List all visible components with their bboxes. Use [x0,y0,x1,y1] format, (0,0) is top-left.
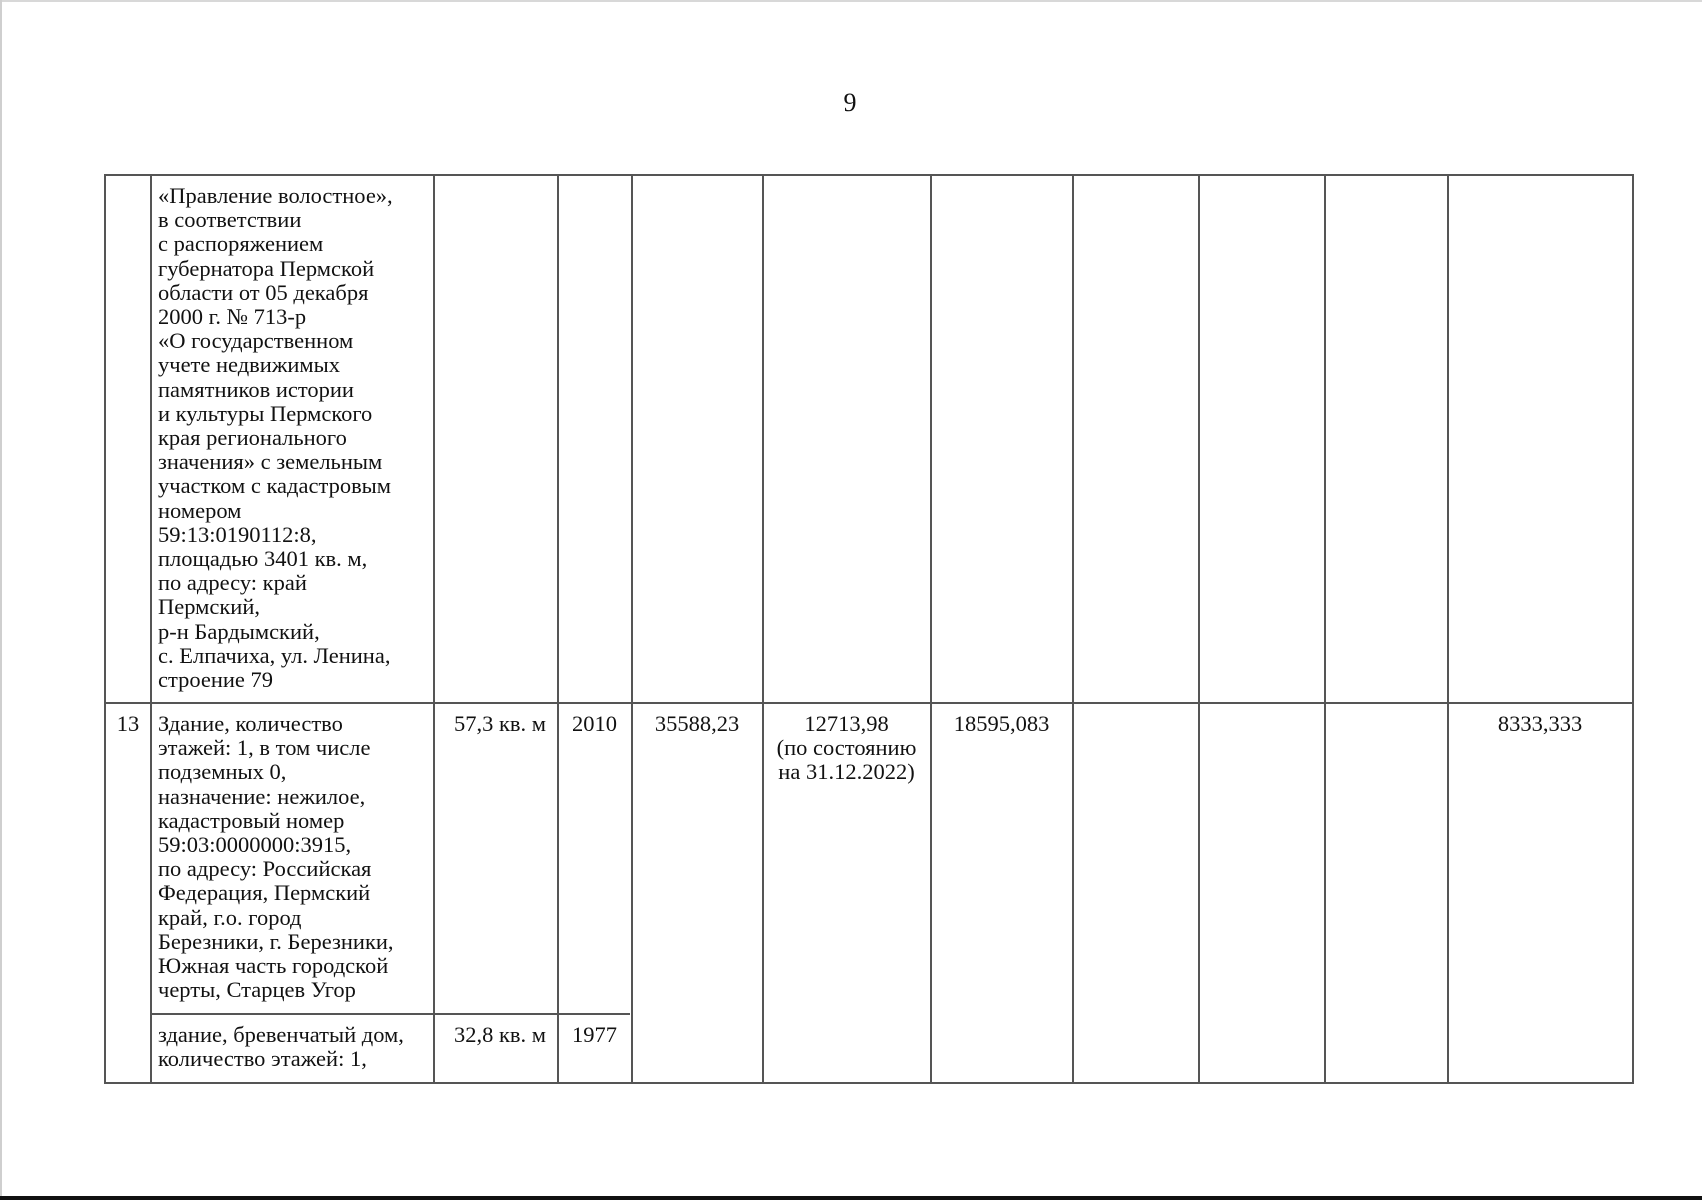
row-divider [104,702,1634,704]
object-description: Здание, количество этажей: 1, в том числе подземных 0, назначение: нежилое, кадастровый номер 59:03:0000000:3915, по адресу: Российская Федерация, Пермский край, г.о. город Березники, г. Березники, Южная часть городской черты, Старцев Угор [158,711,394,1003]
column-border [557,174,559,1083]
page-number: 9 [843,88,857,117]
column-border [631,174,633,1083]
column-border [1324,174,1326,1083]
sub-object-area: 32,8 кв. м [453,1022,546,1047]
value-cell: 12713,98 (по состоянию на 31.12.2022) [776,711,917,785]
row-number: 13 [116,711,140,736]
column-border [150,174,152,1083]
value-cell: 8333,333 [1497,711,1583,736]
table-top-border [104,174,1634,176]
value-cell: 18595,083 [953,711,1050,736]
value-cell: 35588,23 [654,711,740,736]
column-border [762,174,764,1083]
continued-object-description: «Правление волостное», в соответствии с распоряжением губернатора Пермской области от 05 декабря 2000 г. № 713-р «О государственном учете недвижимых памятников истории и культуры Пермского края регионального значения» с земельным участком с кадастровым номером 59:13:0190112:8, площадью 3401 кв. м, по адресу: край Пермский, р-н Бардымский, с. Елпачиха, ул. Ленина, строение 79 [158,183,393,693]
column-border [104,174,106,1083]
column-border [1198,174,1200,1083]
sub-object-description: здание, бревенчатый дом, количество этажей: 1, [158,1022,404,1072]
column-border [1447,174,1449,1083]
construction-year: 2010 [572,711,617,736]
object-area: 57,3 кв. м [453,711,546,736]
table-bottom-border [104,1082,1634,1084]
column-border [1632,174,1634,1083]
sub-construction-year: 1977 [572,1022,617,1047]
column-border [433,174,435,1083]
column-border [1072,174,1074,1083]
scan-edge-top [0,0,1702,2]
scan-edge-bottom [0,1196,1702,1200]
column-border [930,174,932,1083]
scan-edge-left [0,0,2,1200]
